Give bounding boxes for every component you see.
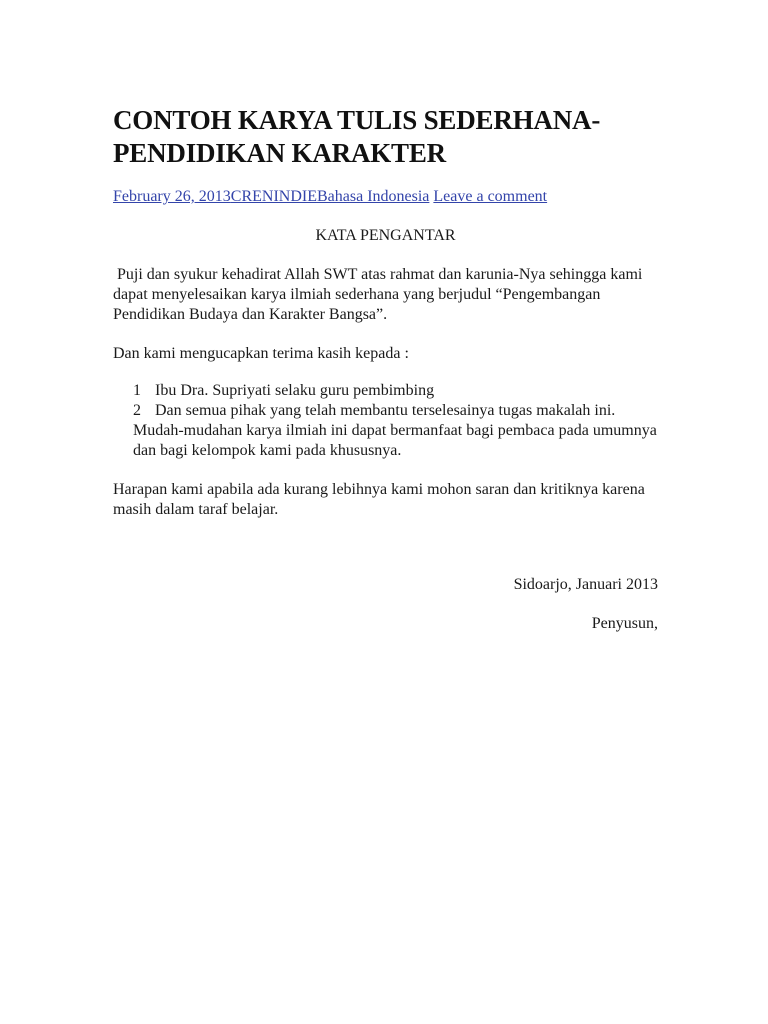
intro-paragraph: Puji dan syukur kehadirat Allah SWT atas rahmat dan karunia-Nya sehingga kami dapat menyelesaikan karya ilmiah sederhana yang berjudul “Pengembangan Pendidikan Budaya dan Karakter Bangsa”. — [113, 266, 647, 323]
thanks-list — [113, 381, 658, 421]
post-category-link[interactable]: Bahasa Indonesia — [316, 188, 430, 205]
post-author-link[interactable]: CRENINDIE — [230, 188, 317, 205]
list-item — [133, 381, 658, 401]
list-item-text: Dan semua pihak yang telah membantu terselesainya tugas makalah ini. — [155, 402, 616, 419]
leave-comment-link[interactable]: Leave a comment — [433, 188, 548, 205]
post-title: CONTOH KARYA TULIS SEDERHANA-PENDIDIKAN KARAKTER — [113, 105, 601, 168]
post-meta — [113, 187, 658, 207]
section-heading: KATA PENGANTAR — [315, 227, 456, 244]
document-page — [113, 104, 658, 634]
list-item-number: 2 — [133, 402, 141, 419]
place-date: Sidoarjo, Januari 2013 — [513, 576, 658, 593]
closing-paragraph: Harapan kami apabila ada kurang lebihnya kami mohon saran dan kritiknya karena masih dalam taraf belajar. — [113, 481, 645, 518]
list-item — [133, 401, 658, 421]
thanks-intro: Dan kami mengucapkan terima kasih kepada : — [113, 345, 409, 362]
post-date-link[interactable]: February 26, 2013 — [113, 188, 231, 205]
list-continuation: Mudah-mudahan karya ilmiah ini dapat bermanfaat bagi pembaca pada umumnya dan bagi kelompok kami pada khususnya. — [133, 422, 657, 459]
signer-label: Penyusun, — [591, 615, 658, 632]
list-item-text: Ibu Dra. Supriyati selaku guru pembimbing — [155, 382, 435, 399]
list-item-number: 1 — [133, 382, 141, 399]
